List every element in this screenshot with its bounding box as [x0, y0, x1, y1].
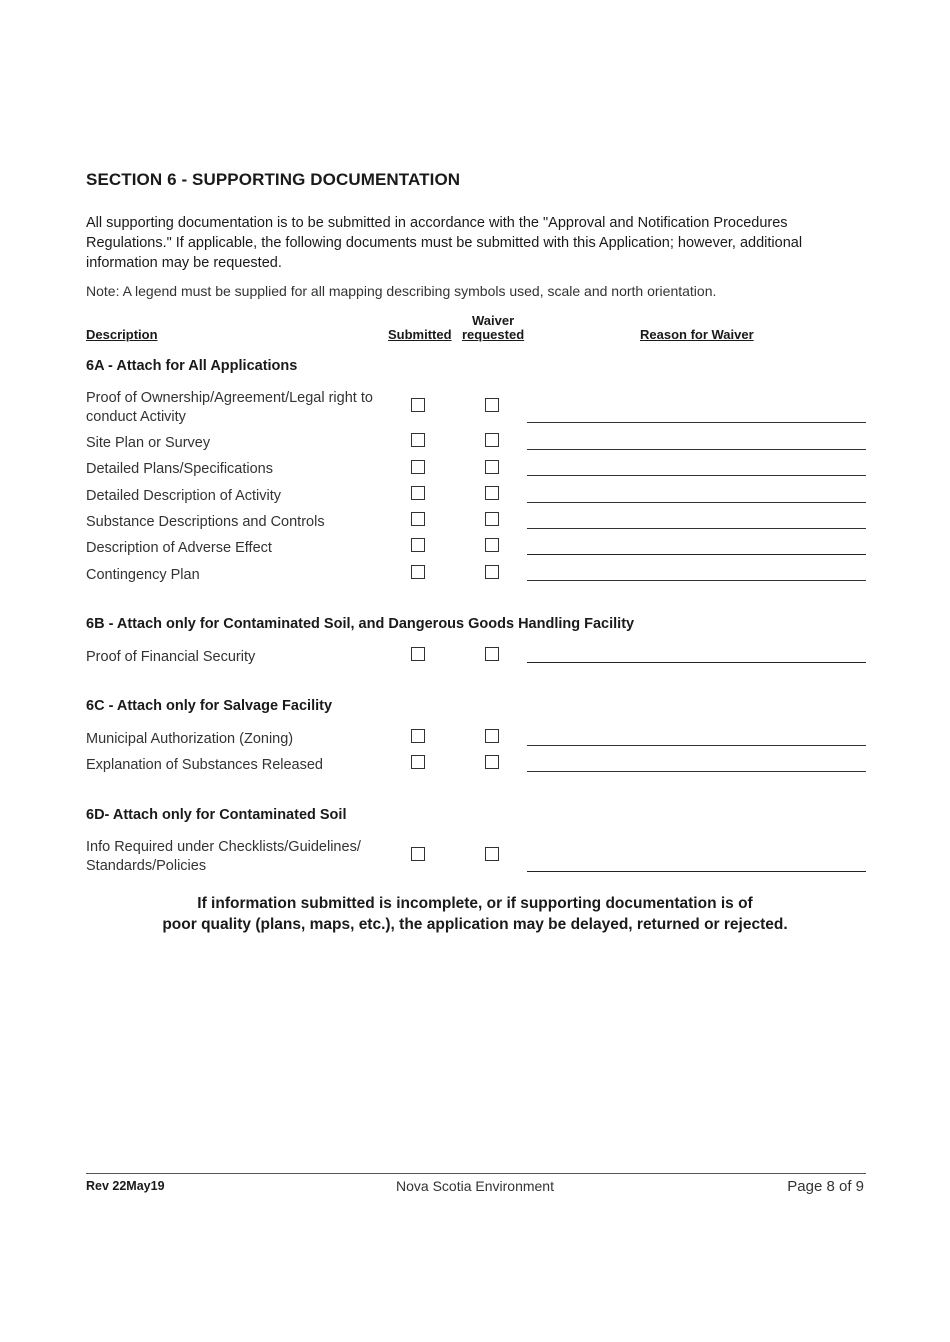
- item-label: Description of Adverse Effect: [86, 540, 272, 556]
- section-6a-title: 6A - Attach for All Applications: [86, 358, 298, 374]
- submitted-checkbox[interactable]: [411, 433, 425, 447]
- waiver-checkbox[interactable]: [485, 512, 499, 526]
- submitted-checkbox[interactable]: [411, 647, 425, 661]
- item-label: Info Required under Checklists/Guidelines/ Standards/Policies: [86, 839, 361, 874]
- footer-divider: [86, 1173, 866, 1174]
- item-label: Substance Descriptions and Controls: [86, 514, 325, 530]
- item-label: Detailed Description of Activity: [86, 488, 282, 504]
- submitted-checkbox[interactable]: [411, 847, 425, 861]
- header-waiver-bottom: requested: [462, 327, 525, 342]
- item-label: Site Plan or Survey: [86, 435, 211, 451]
- submitted-checkbox[interactable]: [411, 755, 425, 769]
- warning-line-2: poor quality (plans, maps, etc.), the application may be delayed, returned or rejected.: [162, 916, 788, 933]
- submitted-checkbox[interactable]: [411, 538, 425, 552]
- reason-field[interactable]: [527, 475, 866, 476]
- warning-line-1: If information submitted is incomplete, or if supporting documentation is of: [197, 895, 753, 912]
- intro-paragraph: All supporting documentation is to be submitted in accordance with the "Approval and Notification Procedures Regulations." If applicable, the following documents must be submitted with this Application; however, additional information may be requested.: [86, 215, 803, 271]
- reason-field[interactable]: [527, 580, 866, 581]
- waiver-checkbox[interactable]: [485, 647, 499, 661]
- reason-field[interactable]: [527, 528, 866, 529]
- submitted-checkbox[interactable]: [411, 512, 425, 526]
- legend-note: Note: A legend must be supplied for all mapping describing symbols used, scale and north orientation.: [86, 283, 717, 299]
- waiver-checkbox[interactable]: [485, 847, 499, 861]
- warning-text: [0, 893, 950, 935]
- header-description: Description: [86, 327, 158, 342]
- waiver-checkbox[interactable]: [485, 460, 499, 474]
- waiver-checkbox[interactable]: [485, 755, 499, 769]
- item-label: Contingency Plan: [86, 567, 200, 583]
- section-title: SECTION 6 - SUPPORTING DOCUMENTATION: [86, 170, 461, 189]
- reason-field[interactable]: [527, 771, 866, 772]
- footer-page-number: Page 8 of 9: [787, 1178, 864, 1195]
- submitted-checkbox[interactable]: [411, 729, 425, 743]
- section-6c-title: 6C - Attach only for Salvage Facility: [86, 698, 333, 714]
- footer-department: Nova Scotia Environment: [396, 1178, 554, 1194]
- submitted-checkbox[interactable]: [411, 460, 425, 474]
- header-waiver-top: Waiver: [472, 313, 515, 328]
- reason-field[interactable]: [527, 449, 866, 450]
- waiver-checkbox[interactable]: [485, 565, 499, 579]
- section-6d-title: 6D- Attach only for Contaminated Soil: [86, 807, 347, 823]
- item-label: Municipal Authorization (Zoning): [86, 731, 294, 747]
- item-label: Proof of Financial Security: [86, 649, 256, 665]
- footer-revision: Rev 22May19: [86, 1179, 165, 1193]
- reason-field[interactable]: [527, 871, 866, 872]
- waiver-checkbox[interactable]: [485, 486, 499, 500]
- waiver-checkbox[interactable]: [485, 398, 499, 412]
- header-reason: Reason for Waiver: [640, 327, 754, 342]
- reason-field[interactable]: [527, 554, 866, 555]
- submitted-checkbox[interactable]: [411, 398, 425, 412]
- header-submitted: Submitted: [388, 327, 452, 342]
- waiver-checkbox[interactable]: [485, 729, 499, 743]
- item-label: Explanation of Substances Released: [86, 757, 323, 773]
- submitted-checkbox[interactable]: [411, 565, 425, 579]
- waiver-checkbox[interactable]: [485, 433, 499, 447]
- section-6b-title: 6B - Attach only for Contaminated Soil, and Dangerous Goods Handling Facility: [86, 616, 635, 632]
- reason-field[interactable]: [527, 662, 866, 663]
- item-label: Proof of Ownership/Agreement/Legal right to conduct Activity: [86, 390, 373, 425]
- reason-field[interactable]: [527, 422, 866, 423]
- waiver-checkbox[interactable]: [485, 538, 499, 552]
- reason-field[interactable]: [527, 745, 866, 746]
- reason-field[interactable]: [527, 502, 866, 503]
- item-label: Detailed Plans/Specifications: [86, 461, 273, 477]
- submitted-checkbox[interactable]: [411, 486, 425, 500]
